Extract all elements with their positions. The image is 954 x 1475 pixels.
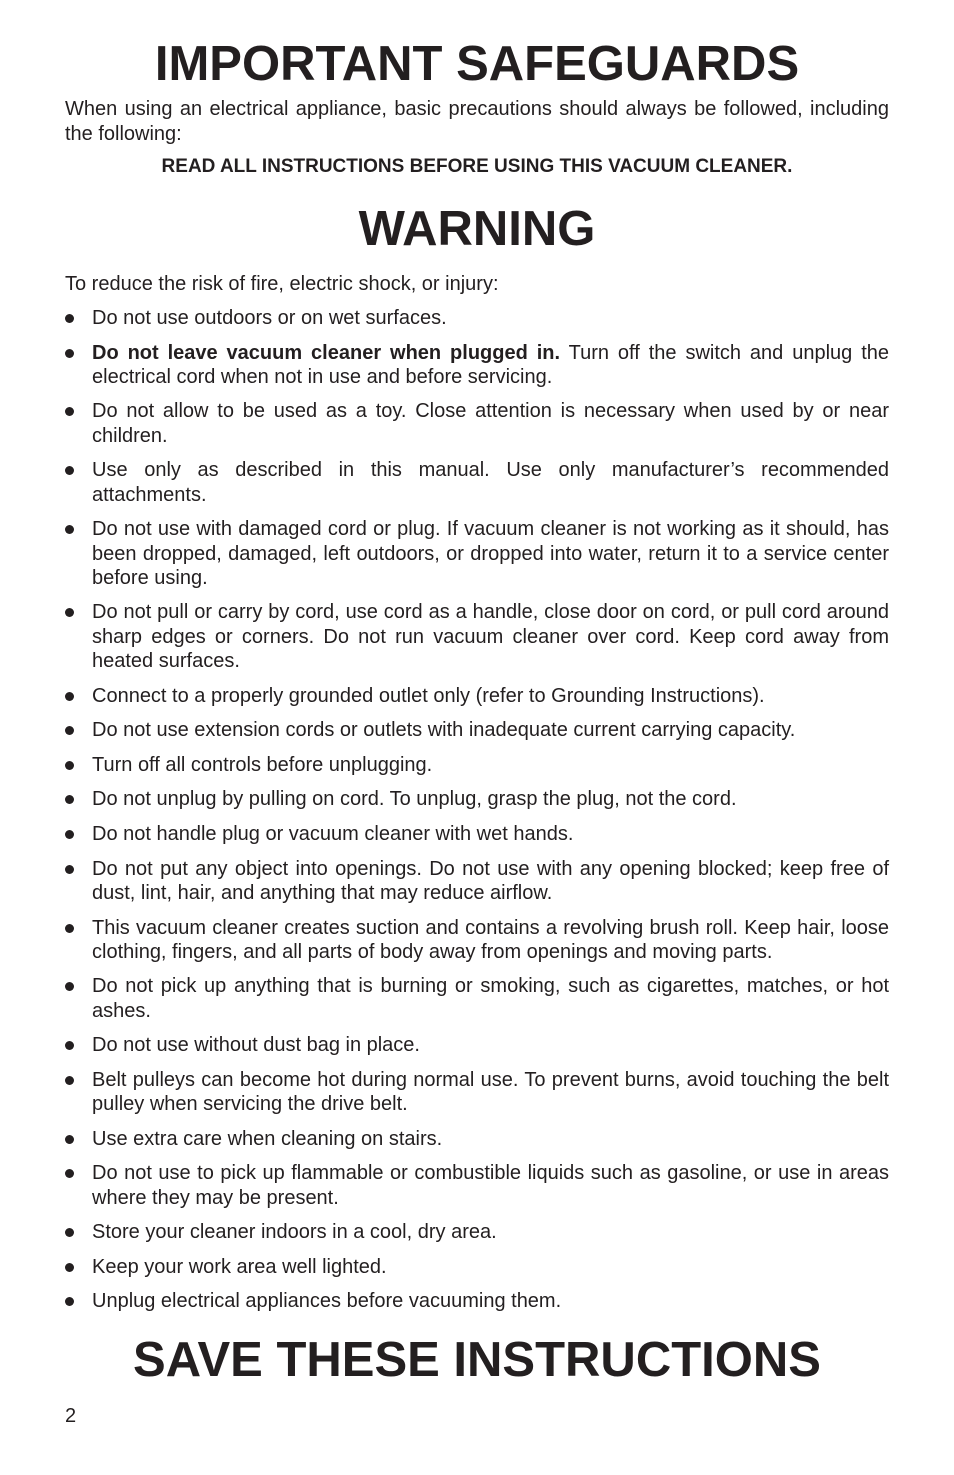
bullet-dot-icon bbox=[65, 726, 74, 735]
bullet-dot-icon bbox=[65, 407, 74, 416]
warning-item-text: Unplug electrical appliances before vacuuming them. bbox=[92, 1290, 562, 1313]
warning-item bbox=[65, 684, 889, 708]
warning-item-text: Do not use to pick up flammable or combustible liquids such as gasoline, or use in areas where they may be present. bbox=[92, 1162, 889, 1209]
warning-item bbox=[65, 341, 889, 390]
page-number: 2 bbox=[65, 1405, 77, 1427]
bullet-dot-icon bbox=[65, 795, 74, 804]
warning-item bbox=[65, 306, 889, 330]
warning-item bbox=[65, 1127, 889, 1151]
warning-item bbox=[65, 399, 889, 448]
warning-list bbox=[65, 306, 889, 1324]
warning-item bbox=[65, 1161, 889, 1210]
warning-item bbox=[65, 718, 889, 742]
warning-item-text: Do not put any object into openings. Do not use with any opening blocked; keep free of dust, lint, hair, and anything that may reduce airflow. bbox=[92, 857, 889, 904]
bullet-dot-icon bbox=[65, 349, 74, 358]
warning-item-lead: Do not leave vacuum cleaner when plugged in. bbox=[92, 341, 561, 364]
save-instructions-heading: SAVE THESE INSTRUCTIONS bbox=[133, 1333, 821, 1387]
warning-item-text: Do not use with damaged cord or plug. If vacuum cleaner is not working as it should, has been dropped, damaged, left outdoors, or dropped into water, return it to a service center before using. bbox=[92, 518, 889, 589]
warning-item-text: Do not unplug by pulling on cord. To unplug, grasp the plug, not the cord. bbox=[92, 788, 737, 811]
bullet-dot-icon bbox=[65, 1263, 74, 1272]
warning-item bbox=[65, 974, 889, 1023]
bullet-dot-icon bbox=[65, 692, 74, 701]
warning-item-text: Use only as described in this manual. Use only manufacturer’s recommended attachments. bbox=[92, 459, 889, 506]
warning-item bbox=[65, 787, 889, 811]
bullet-dot-icon bbox=[65, 1041, 74, 1050]
warning-item bbox=[65, 1068, 889, 1117]
warning-item-text: Belt pulleys can become hot during normal use. To prevent burns, avoid touching the belt pulley when servicing the drive belt. bbox=[92, 1068, 889, 1116]
warning-item-text: Do not handle plug or vacuum cleaner with wet hands. bbox=[92, 823, 574, 846]
bullet-dot-icon bbox=[65, 1076, 74, 1085]
warning-item bbox=[65, 1033, 889, 1057]
warning-item-text: This vacuum cleaner creates suction and contains a revolving brush roll. Keep hair, loose clothing, fingers, and all parts of body away from openings and moving parts. bbox=[92, 916, 889, 963]
warning-item-text: Do not use without dust bag in place. bbox=[92, 1034, 420, 1057]
warning-item-text: Keep your work area well lighted. bbox=[92, 1255, 387, 1278]
bullet-dot-icon bbox=[65, 314, 74, 323]
page-title: IMPORTANT SAFEGUARDS bbox=[154, 37, 800, 91]
warning-item-text: Do not pick up anything that is burning or smoking, such as cigarettes, matches, or hot ashes. bbox=[92, 975, 889, 1022]
bullet-dot-icon bbox=[65, 865, 74, 874]
read-all-notice: READ ALL INSTRUCTIONS BEFORE USING THIS VACUUM CLEANER. bbox=[161, 156, 793, 177]
warning-item-text: Store your cleaner indoors in a cool, dry area. bbox=[92, 1221, 497, 1244]
bullet-dot-icon bbox=[65, 982, 74, 991]
warning-item-text: Turn off all controls before unplugging. bbox=[92, 753, 433, 776]
bullet-dot-icon bbox=[65, 608, 74, 617]
warning-item bbox=[65, 1289, 889, 1313]
warning-intro: To reduce the risk of fire, electric shock, or injury: bbox=[65, 273, 499, 295]
warning-item bbox=[65, 916, 889, 965]
warning-item bbox=[65, 458, 889, 507]
bullet-dot-icon bbox=[65, 466, 74, 475]
bullet-dot-icon bbox=[65, 1228, 74, 1237]
warning-item-text: Connect to a properly grounded outlet only (refer to Grounding Instructions). bbox=[92, 684, 765, 707]
bullet-dot-icon bbox=[65, 830, 74, 839]
intro-paragraph: When using an electrical appliance, basic precautions should always be followed, including the following: bbox=[65, 98, 889, 145]
bullet-dot-icon bbox=[65, 1297, 74, 1306]
warning-item-text: Do not use extension cords or outlets with inadequate current carrying capacity. bbox=[92, 719, 796, 742]
warning-item-text: Do not use outdoors or on wet surfaces. bbox=[92, 307, 447, 329]
bullet-dot-icon bbox=[65, 1169, 74, 1178]
warning-item bbox=[65, 857, 889, 906]
warning-item bbox=[65, 517, 889, 590]
manual-page bbox=[65, 0, 889, 1475]
warning-item-text: Do not allow to be used as a toy. Close attention is necessary when used by or near children. bbox=[92, 400, 889, 447]
warning-item bbox=[65, 753, 889, 777]
warning-heading: WARNING bbox=[358, 202, 596, 256]
bullet-dot-icon bbox=[65, 924, 74, 933]
warning-item-text: Do not pull or carry by cord, use cord as a handle, close door on cord, or pull cord around sharp edges or corners. Do not run vacuum cleaner over cord. Keep cord away from heated surfaces. bbox=[92, 601, 889, 673]
warning-item bbox=[65, 1220, 889, 1244]
warning-item bbox=[65, 600, 889, 673]
bullet-dot-icon bbox=[65, 1135, 74, 1144]
warning-item-text: Turn off the switch and unplug the electrical cord when not in use and before servicing. bbox=[92, 341, 890, 388]
warning-item bbox=[65, 1255, 889, 1279]
warning-item bbox=[65, 822, 889, 846]
bullet-dot-icon bbox=[65, 525, 74, 534]
warning-item-text: Use extra care when cleaning on stairs. bbox=[92, 1127, 443, 1150]
bullet-dot-icon bbox=[65, 761, 74, 770]
